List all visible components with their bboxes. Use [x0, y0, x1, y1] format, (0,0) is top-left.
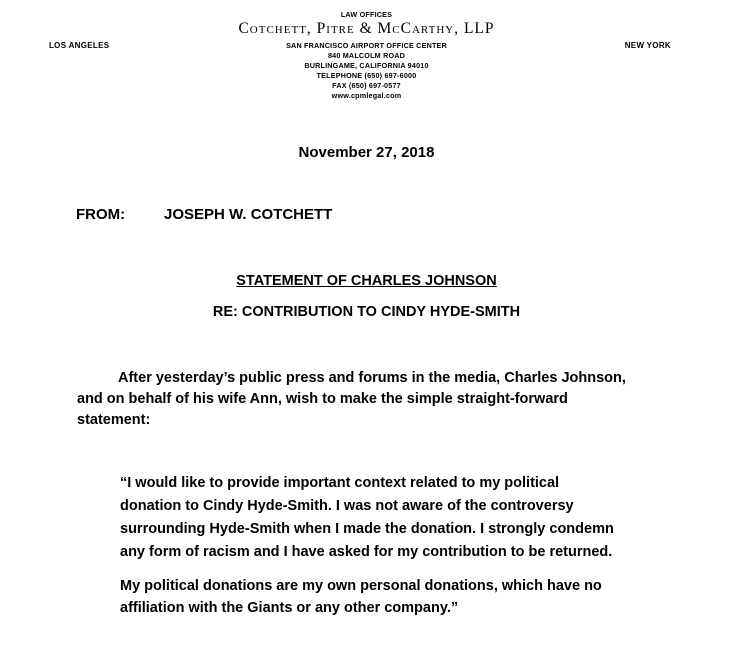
statement-subject: RE: CONTRIBUTION TO CINDY HYDE-SMITH [212, 304, 521, 320]
quote-line: any form of racism and I have asked for my contribution to be returned. [120, 544, 613, 560]
intro-line: After yesterday’s public press and forums in the media, Charles Johnson, [118, 370, 626, 386]
statement-title-text: STATEMENT OF CHARLES JOHNSON [236, 273, 497, 289]
city-right: NEW YORK [624, 41, 671, 50]
from-label: FROM: [76, 206, 126, 223]
city-left: LOS ANGELES [49, 41, 110, 50]
quote-line: “I would like to provide important context related to my political [120, 475, 560, 491]
address-line: BURLINGAME, CALIFORNIA 94010 [304, 61, 429, 70]
intro-line: statement: [77, 412, 151, 428]
address-line: SAN FRANCISCO AIRPORT OFFICE CENTER [286, 41, 447, 50]
telephone-line: TELEPHONE (650) 697-6000 [316, 71, 417, 80]
firm-name: Cotchett, Pitre & McCarthy, LLP [238, 20, 495, 37]
statement-title [0, 272, 733, 290]
from-value: JOSEPH W. COTCHETT [164, 206, 333, 223]
website-line: www.cpmlegal.com [331, 91, 402, 100]
quote-line: donation to Cindy Hyde-Smith. I was not aware of the controversy [120, 498, 574, 514]
address-line: 840 MALCOLM ROAD [327, 51, 406, 60]
quote-line: affiliation with the Giants or any other company.” [120, 600, 459, 616]
letterhead-label: LAW OFFICES [340, 10, 393, 19]
quote-line: surrounding Hyde-Smith when I made the donation. I strongly condemn [120, 521, 614, 537]
document-date: November 27, 2018 [298, 144, 435, 161]
quote-line: My political donations are my own personal donations, which have no [120, 578, 602, 594]
fax-line: FAX (650) 697-0577 [332, 81, 401, 90]
intro-line: and on behalf of his wife Ann, wish to make the simple straight-forward [77, 391, 568, 407]
